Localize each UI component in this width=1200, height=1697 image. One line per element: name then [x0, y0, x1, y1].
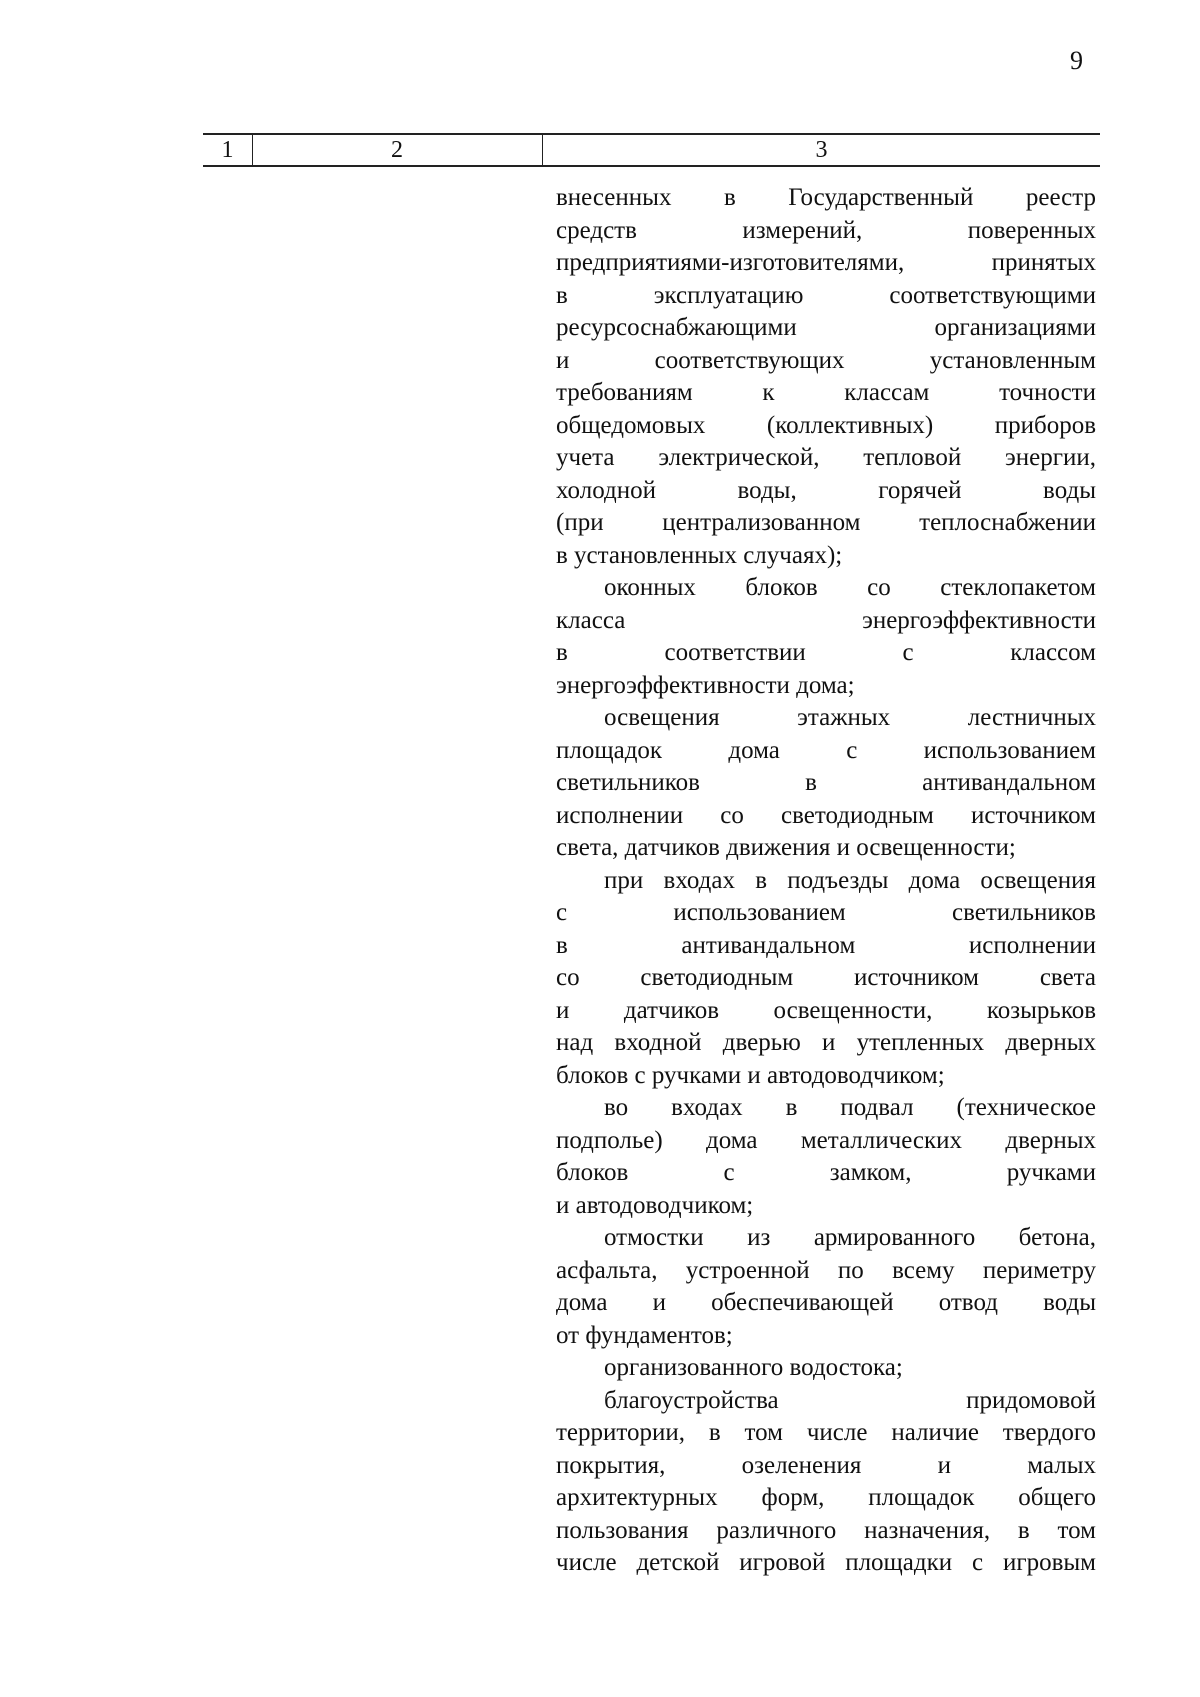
paragraph	[556, 1385, 1096, 1580]
text-line: исполнении со светодиодным источником	[556, 801, 1096, 829]
text-line: средств измерений, поверенных	[556, 216, 1096, 244]
text-line: благоустройства придомовой	[604, 1386, 1096, 1414]
paragraph	[556, 865, 1096, 1093]
text-line: от фундаментов;	[556, 1321, 733, 1349]
text-line: во входах в подвал (техническое	[604, 1094, 1096, 1121]
text-line: над входной дверью и утепленных дверных	[556, 1029, 1096, 1056]
text-line: общедомовых (коллективных) приборов	[556, 411, 1096, 439]
paragraph	[556, 1092, 1096, 1222]
text-line: освещения этажных лестничных	[604, 704, 1096, 731]
table-header-row	[203, 133, 1100, 167]
paragraph	[556, 702, 1096, 865]
text-line: и автодоводчиком;	[556, 1191, 754, 1219]
text-line: архитектурных форм, площадок общего	[556, 1484, 1096, 1511]
text-line: оконных блоков со стеклопакетом	[604, 574, 1096, 601]
text-line: и датчиков освещенности, козырьков	[556, 996, 1096, 1024]
paragraph	[556, 1352, 1096, 1385]
text-line: в соответствии с классом	[556, 639, 1096, 666]
text-line: света, датчиков движения и освещенности;	[556, 834, 1016, 861]
text-line: класса энергоэффективности	[556, 606, 1096, 634]
column-header-3: 3	[815, 137, 828, 163]
text-line: при входах в подъезды дома освещения	[604, 866, 1096, 894]
text-line: энергоэффективности дома;	[556, 671, 855, 699]
text-line: и соответствующих установленным	[556, 346, 1096, 374]
paragraph	[556, 182, 1096, 572]
text-line: покрытия, озеленения и малых	[556, 1451, 1096, 1479]
text-line: внесенных в Государственный реестр	[556, 184, 1096, 211]
column-header-2: 2	[252, 135, 543, 165]
text-line: со светодиодным источником света	[556, 964, 1096, 991]
text-line: территории, в том числе наличие твердого	[556, 1419, 1096, 1446]
text-line: отмостки из армированного бетона,	[604, 1224, 1096, 1251]
text-line: ресурсоснабжающими организациями	[556, 314, 1096, 341]
text-line: площадок дома с использованием	[556, 736, 1096, 764]
text-line: числе детской игровой площадки с игровым	[556, 1549, 1096, 1576]
text-line: организованного водостока;	[604, 1354, 903, 1381]
text-line: подполье) дома металлических дверных	[556, 1126, 1096, 1154]
text-line: (при централизованном теплоснабжении	[556, 509, 1096, 536]
page-number: 9	[1070, 46, 1083, 75]
text-line: блоков с ручками и автодоводчиком;	[556, 1061, 945, 1089]
text-line: асфальта, устроенной по всему периметру	[556, 1256, 1096, 1284]
text-line: холодной воды, горячей воды	[556, 476, 1096, 504]
text-line: светильников в антивандальном	[556, 769, 1096, 796]
column-header-1: 1	[203, 135, 253, 165]
text-line: в эксплуатацию соответствующими	[556, 281, 1096, 309]
text-line: пользования различного назначения, в том	[556, 1516, 1096, 1544]
text-line: с использованием светильников	[556, 899, 1096, 926]
text-line: в антивандальном исполнении	[556, 931, 1096, 959]
text-line: учета электрической, тепловой энергии,	[556, 444, 1096, 471]
text-line: требованиям к классам точности	[556, 379, 1096, 406]
text-line: предприятиями-изготовителями, принятых	[556, 249, 1096, 276]
paragraph	[556, 572, 1096, 702]
text-line: дома и обеспечивающей отвод воды	[556, 1289, 1096, 1316]
column-3-text	[556, 182, 1096, 1580]
text-line: блоков с замком, ручками	[556, 1159, 1096, 1186]
text-line: в установленных случаях);	[556, 541, 843, 569]
paragraph	[556, 1222, 1096, 1352]
